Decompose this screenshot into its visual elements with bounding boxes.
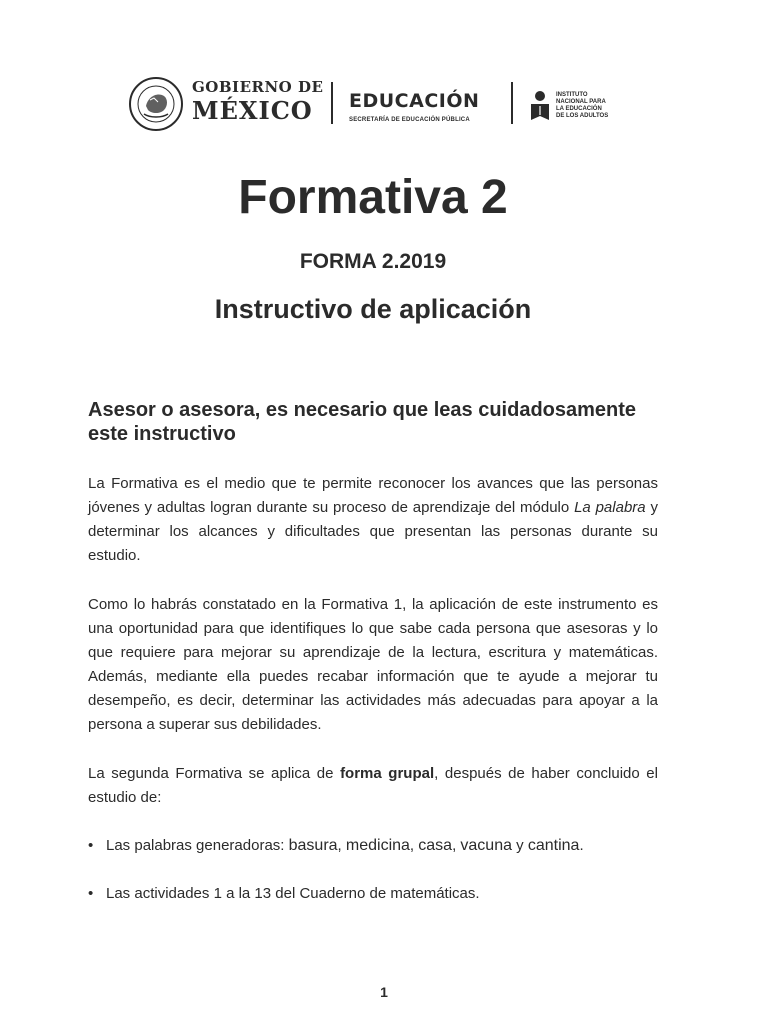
inea-logo (529, 90, 639, 124)
generative-word: cantina (527, 837, 580, 854)
inea-line: LA EDUCACIÓN (556, 106, 602, 112)
inea-line: NACIONAL PARA (556, 99, 606, 105)
gobierno-line2: MÉXICO (192, 96, 313, 125)
generative-word: medicina (345, 837, 410, 854)
inea-line: INSTITUTO (556, 92, 588, 98)
paragraph-text: La segunda Formativa se aplica de (88, 765, 341, 782)
separator: y (512, 837, 528, 854)
separator: , (452, 837, 461, 854)
generative-word: casa (418, 837, 453, 854)
document-subtitle: Instructivo de aplicación (214, 294, 532, 324)
paragraph-text: La Formativa es el medio que te permite reconocer los avances que las personas jóvenes y adultas logran durante su proceso de aprendizaje del módulo (88, 475, 658, 516)
educacion-logo (349, 92, 479, 123)
generative-word: vacuna (460, 837, 512, 854)
educacion-title: EDUCACIÓN (349, 90, 480, 112)
gobierno-de-mexico-logo (192, 80, 323, 123)
module-name: La palabra (574, 499, 646, 516)
paragraph-intro (88, 472, 658, 568)
list-item (88, 834, 668, 858)
list-item-text: Las palabras generadoras: (106, 837, 289, 854)
generative-word: basura (288, 837, 338, 854)
separator: . (579, 837, 584, 854)
paragraph-application (88, 762, 658, 810)
page-number: 1 (380, 984, 388, 1000)
paragraph-text: y determinar los alcances y dificultades que presentan las personas durante su estudio. (88, 499, 658, 564)
logo-divider (331, 82, 333, 124)
separator: , (337, 837, 346, 854)
prerequisite-list (88, 834, 668, 930)
educacion-subtitle: SECRETARÍA DE EDUCACIÓN PÚBLICA (349, 117, 470, 123)
logo-divider (511, 82, 513, 124)
mexico-seal-icon (128, 76, 184, 132)
inea-person-icon (529, 90, 551, 122)
form-code: FORMA 2.2019 (299, 250, 447, 273)
document-title: Formativa 2 (238, 171, 508, 224)
paragraph-text: , después de haber concluido el estudio de: (88, 765, 658, 806)
paragraph-purpose: Como lo habrás constatado en la Formativa 1, la aplicación de este instrumento es una oportunidad para que identifiques lo que sabe cada persona que asesoras y lo que requiere para mejorar su aprendizaje de la lectura, escritura y matemáticas. Además, mediante ella puedes recabar información que te ayude a mejorar tu desempeño, es decir, determinar las actividades más adecuadas para apoyar a la persona a superar sus debilidades. (88, 596, 658, 733)
separator: , (409, 837, 419, 854)
header-logos (128, 76, 628, 132)
inea-line: DE LOS ADULTOS (556, 113, 609, 119)
section-heading: Asesor o asesora, es necesario que leas cuidadosamente este instructivo (88, 399, 637, 445)
inea-text (556, 92, 646, 120)
list-item: • Las actividades 1 a la 13 del Cuaderno de matemáticas. (88, 882, 668, 906)
gobierno-line1: GOBIERNO DE (192, 78, 324, 96)
emphasis-text: forma grupal (340, 765, 435, 782)
